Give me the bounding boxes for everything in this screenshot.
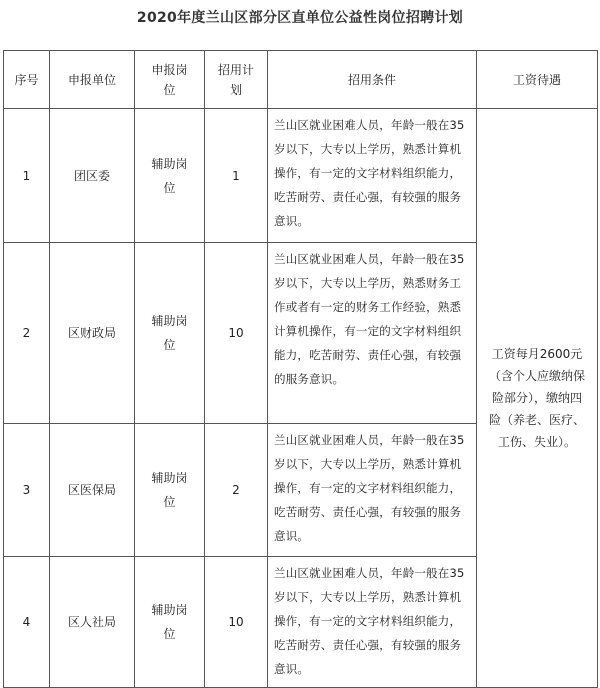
row-no: 1 — [4, 109, 50, 243]
row-requirements: 兰山区就业困难人员，年龄一般在35岁以下，大专以上学历，熟悉计算机操作，有一定的文字材料组织能力，吃苦耐劳、责任心强，有较强的服务意识。 — [268, 557, 477, 688]
header-post: 申报岗位 — [135, 51, 205, 109]
row-no: 2 — [4, 243, 50, 424]
row-unit: 区医保局 — [50, 424, 135, 557]
row-unit: 区人社局 — [50, 557, 135, 688]
row-post: 辅助岗位 — [135, 424, 205, 557]
wage-cell: 工资每月2600元（含个人应缴纳保险部分），缴纳四险（养老、医疗、工伤、失业）。 — [477, 109, 598, 688]
row-requirements: 兰山区就业困难人员，年龄一般在35岁以下，大专以上学历，熟悉计算机操作，有一定的文字材料组织能力，吃苦耐劳、责任心强，有较强的服务意识。 — [268, 424, 477, 557]
row-unit: 区财政局 — [50, 243, 135, 424]
row-unit: 团区委 — [50, 109, 135, 243]
row-requirements: 兰山区就业困难人员，年龄一般在35岁以下，大专以上学历，熟悉财务工作或者有一定的财务工作经验，熟悉计算机操作，有一定的文字材料组织能力，吃苦耐劳、责任心强，有较强的服务意识。 — [268, 243, 477, 424]
header-count: 招用计划 — [205, 51, 268, 109]
row-count: 10 — [205, 557, 268, 688]
header-no: 序号 — [4, 51, 50, 109]
row-count: 10 — [205, 243, 268, 424]
row-count: 2 — [205, 424, 268, 557]
row-no: 4 — [4, 557, 50, 688]
header-requirements: 招用条件 — [268, 51, 477, 109]
header-wage: 工资待遇 — [477, 51, 598, 109]
row-post: 辅助岗位 — [135, 243, 205, 424]
row-count: 1 — [205, 109, 268, 243]
page-title: 2020年度兰山区部分区直单位公益性岗位招聘计划 — [136, 10, 464, 26]
table-header-row — [4, 51, 598, 109]
row-post: 辅助岗位 — [135, 557, 205, 688]
row-requirements: 兰山区就业困难人员，年龄一般在35岁以下，大专以上学历，熟悉计算机操作，有一定的文字材料组织能力，吃苦耐劳、责任心强，有较强的服务意识。 — [268, 109, 477, 243]
recruitment-table — [3, 50, 598, 688]
row-no: 3 — [4, 424, 50, 557]
header-unit: 申报单位 — [50, 51, 135, 109]
table-row — [4, 109, 598, 243]
row-post: 辅助岗位 — [135, 109, 205, 243]
